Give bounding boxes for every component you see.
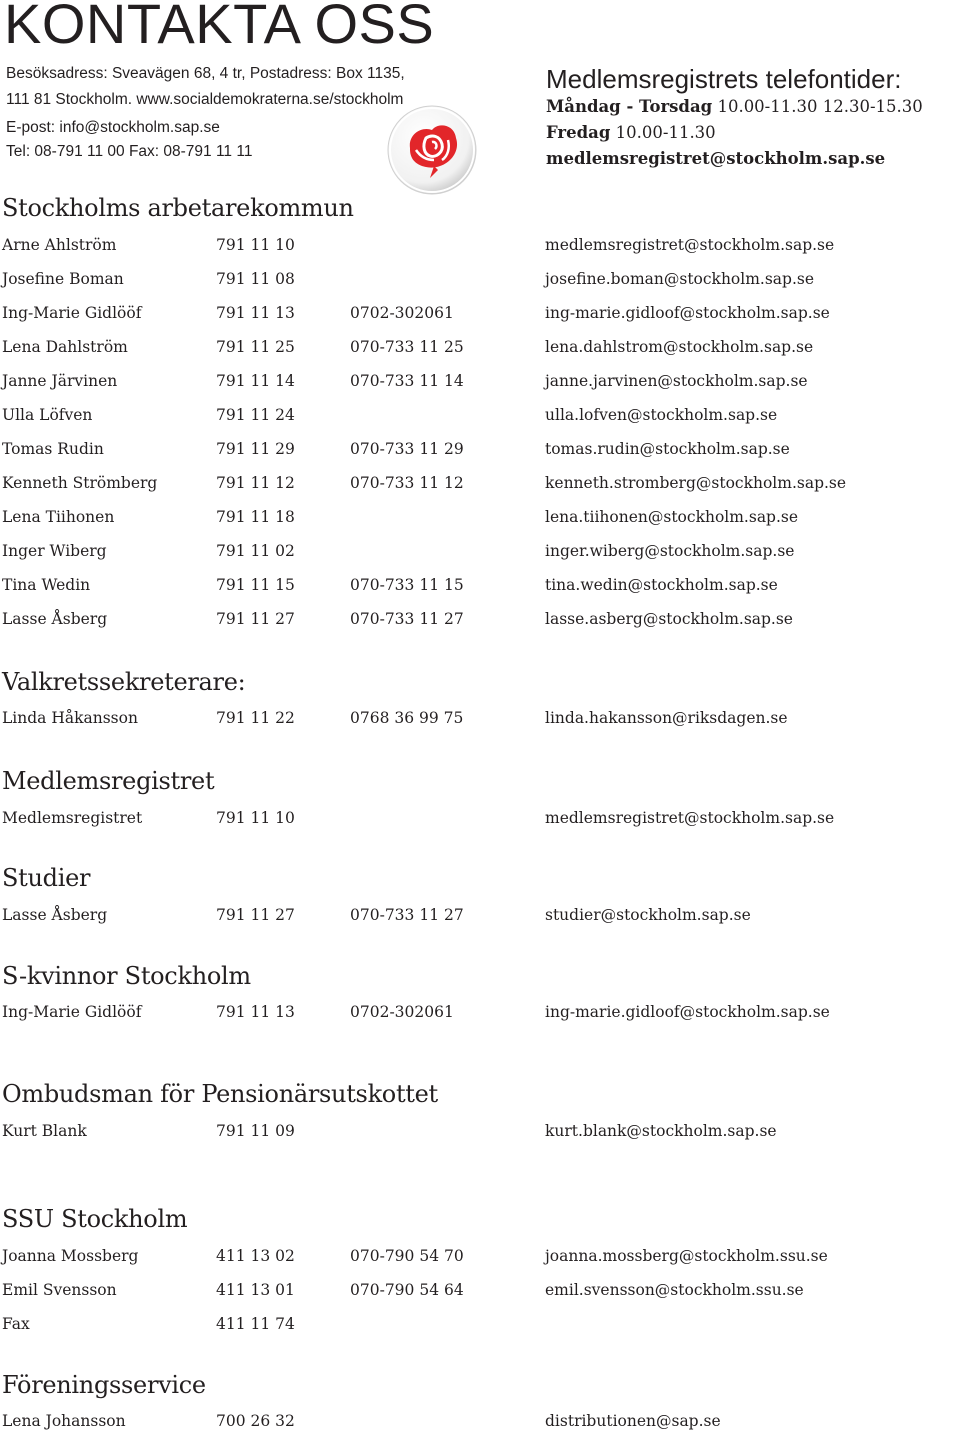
contact-row: [0, 403, 960, 427]
contact-row: [0, 706, 960, 730]
contact-phone: 791 11 27: [216, 610, 295, 628]
contact-phone: 791 11 14: [216, 372, 295, 390]
contact-row: [0, 539, 960, 563]
contact-email[interactable]: medlemsregistret@stockholm.sap.se: [545, 236, 835, 254]
contact-mobile: 070-733 11 25: [350, 338, 464, 356]
contact-email[interactable]: studier@stockholm.sap.se: [545, 906, 751, 924]
contact-name: Medlemsregistret: [2, 809, 143, 827]
contact-phone: 791 11 10: [216, 236, 295, 254]
contact-phone: 791 11 13: [216, 1003, 295, 1021]
contact-mobile: 070-733 11 15: [350, 576, 464, 594]
contact-phone: 700 26 32: [216, 1412, 295, 1430]
contact-email[interactable]: joanna.mossberg@stockholm.ssu.se: [545, 1247, 828, 1265]
contact-name: Linda Håkansson: [2, 709, 138, 727]
contact-row: [0, 806, 960, 830]
contact-name: Inger Wiberg: [2, 542, 107, 560]
hours-text: 10.00-11.30 12.30-15.30: [712, 97, 923, 116]
contact-phone: 411 13 01: [216, 1281, 295, 1299]
contact-row: [0, 1278, 960, 1302]
contact-row: [0, 1312, 960, 1336]
contact-name: Janne Järvinen: [2, 372, 118, 390]
contact-phone: 791 11 12: [216, 474, 295, 492]
contact-email[interactable]: medlemsregistret@stockholm.sap.se: [545, 809, 835, 827]
phone-hours-email[interactable]: medlemsregistret@stockholm.sap.se: [546, 149, 886, 168]
section-heading: Föreningsservice: [2, 1371, 206, 1399]
contact-row: [0, 437, 960, 461]
contact-phone: 791 11 10: [216, 809, 295, 827]
contact-mobile: 070-790 54 64: [350, 1281, 464, 1299]
contact-email[interactable]: lena.dahlstrom@stockholm.sap.se: [545, 338, 814, 356]
phone-hours-weekdays: [546, 96, 923, 118]
contact-phone: 791 11 29: [216, 440, 295, 458]
contact-phone: 791 11 08: [216, 270, 295, 288]
section-heading: Studier: [2, 864, 91, 892]
contact-row: [0, 607, 960, 631]
contact-email[interactable]: ing-marie.gidloof@stockholm.sap.se: [545, 304, 830, 322]
day-label: Måndag - Torsdag: [546, 97, 713, 116]
contact-name: Ing-Marie Gidlööf: [2, 1003, 142, 1021]
contact-name: Lena Johansson: [2, 1412, 126, 1430]
phone-fax-line: Tel: 08-791 11 00 Fax: 08-791 11 11: [6, 143, 253, 160]
contact-name: Joanna Mossberg: [2, 1247, 139, 1265]
contact-phone: 791 11 24: [216, 406, 295, 424]
contact-name: Emil Svensson: [2, 1281, 117, 1299]
contact-row: [0, 369, 960, 393]
contact-mobile: 0768 36 99 75: [350, 709, 464, 727]
address-line: Besöksadress: Sveavägen 68, 4 tr, Postadress: Box 1135,: [6, 65, 405, 82]
contact-email[interactable]: kurt.blank@stockholm.sap.se: [545, 1122, 777, 1140]
contact-name: Lena Dahlström: [2, 338, 128, 356]
section-heading: Medlemsregistret: [2, 767, 215, 795]
contact-mobile: 0702-302061: [350, 304, 454, 322]
contact-mobile: 070-790 54 70: [350, 1247, 464, 1265]
section-heading: S-kvinnor Stockholm: [2, 962, 251, 990]
contact-mobile: 070-733 11 29: [350, 440, 464, 458]
contact-email[interactable]: tina.wedin@stockholm.sap.se: [545, 576, 778, 594]
hours-text: 10.00-11.30: [610, 123, 716, 142]
contact-email[interactable]: lena.tiihonen@stockholm.sap.se: [545, 508, 799, 526]
contact-email[interactable]: emil.svensson@stockholm.ssu.se: [545, 1281, 804, 1299]
email-line: E-post: info@stockholm.sap.se: [6, 119, 220, 136]
contact-email[interactable]: linda.hakansson@riksdagen.se: [545, 709, 788, 727]
contact-phone: 791 11 09: [216, 1122, 295, 1140]
contact-row: [0, 1000, 960, 1024]
contact-row: [0, 267, 960, 291]
contact-phone: 791 11 13: [216, 304, 295, 322]
contact-email[interactable]: kenneth.stromberg@stockholm.sap.se: [545, 474, 847, 492]
contact-mobile: 0702-302061: [350, 1003, 454, 1021]
contact-name: Lasse Åsberg: [2, 610, 108, 628]
contact-name: Kurt Blank: [2, 1122, 87, 1140]
contact-name: Lena Tiihonen: [2, 508, 115, 526]
contact-mobile: 070-733 11 27: [350, 610, 464, 628]
contact-name: Kenneth Strömberg: [2, 474, 158, 492]
contact-phone: 791 11 27: [216, 906, 295, 924]
contact-mobile: 070-733 11 27: [350, 906, 464, 924]
contact-row: [0, 1409, 960, 1433]
contact-phone: 791 11 02: [216, 542, 295, 560]
contact-email[interactable]: ing-marie.gidloof@stockholm.sap.se: [545, 1003, 830, 1021]
day-label: Fredag: [546, 123, 611, 142]
page-title: KONTAKTA OSS: [4, 0, 435, 55]
section-heading: SSU Stockholm: [2, 1205, 188, 1233]
contact-email[interactable]: ulla.lofven@stockholm.sap.se: [545, 406, 778, 424]
contact-name: Fax: [2, 1315, 30, 1333]
contact-row: [0, 471, 960, 495]
address-line: 111 81 Stockholm. www.socialdemokraterna.se/stockholm: [6, 91, 404, 108]
contact-row: [0, 903, 960, 927]
contact-phone: 411 13 02: [216, 1247, 295, 1265]
contact-mobile: 070-733 11 12: [350, 474, 464, 492]
section-heading: Stockholms arbetarekommun: [2, 194, 354, 222]
contact-name: Lasse Åsberg: [2, 906, 108, 924]
contact-name: Josefine Boman: [2, 270, 124, 288]
contact-phone: 411 11 74: [216, 1315, 295, 1333]
contact-row: [0, 1244, 960, 1268]
contact-row: [0, 301, 960, 325]
contact-phone: 791 11 15: [216, 576, 295, 594]
contact-name: Tomas Rudin: [2, 440, 104, 458]
contact-email[interactable]: distributionen@sap.se: [545, 1412, 721, 1430]
rose-logo-icon: [386, 104, 478, 196]
contact-row: [0, 1119, 960, 1143]
contact-name: Ulla Löfven: [2, 406, 93, 424]
contact-row: [0, 335, 960, 359]
contact-phone: 791 11 18: [216, 508, 295, 526]
contact-email[interactable]: inger.wiberg@stockholm.sap.se: [545, 542, 795, 560]
contact-email[interactable]: janne.jarvinen@stockholm.sap.se: [545, 372, 808, 390]
contact-email[interactable]: tomas.rudin@stockholm.sap.se: [545, 440, 790, 458]
contact-name: Arne Ahlström: [2, 236, 117, 254]
contact-mobile: 070-733 11 14: [350, 372, 464, 390]
contact-phone: 791 11 25: [216, 338, 295, 356]
contact-name: Tina Wedin: [2, 576, 91, 594]
phone-hours-friday: [546, 122, 716, 144]
contact-email[interactable]: josefine.boman@stockholm.sap.se: [545, 270, 815, 288]
contact-phone: 791 11 22: [216, 709, 295, 727]
contact-name: Ing-Marie Gidlööf: [2, 304, 142, 322]
contact-row: [0, 573, 960, 597]
contact-email[interactable]: lasse.asberg@stockholm.sap.se: [545, 610, 793, 628]
phone-hours-title: Medlemsregistrets telefontider:: [546, 64, 902, 94]
contact-row: [0, 505, 960, 529]
contact-row: [0, 233, 960, 257]
section-heading: Valkretssekreterare:: [2, 668, 246, 696]
section-heading: Ombudsman för Pensionärsutskottet: [2, 1080, 438, 1108]
